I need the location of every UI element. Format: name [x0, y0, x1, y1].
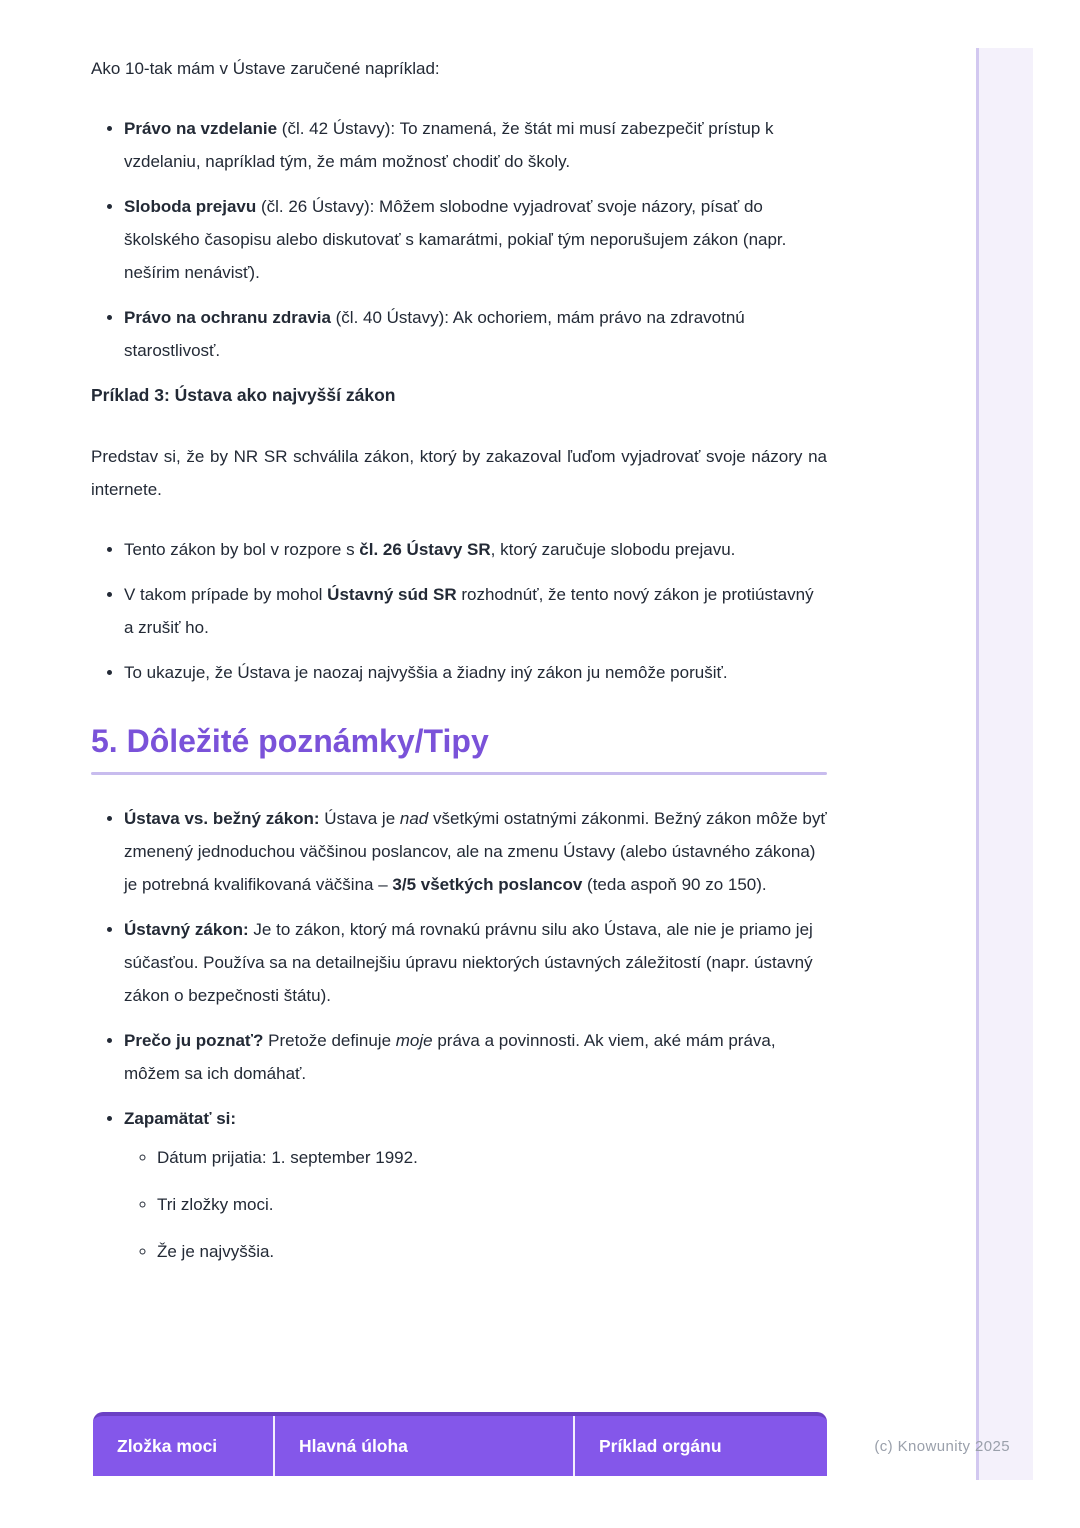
text-run: Tento zákon by bol v rozpore s: [124, 540, 360, 559]
example3-list: [91, 533, 827, 689]
right-margin-stripe: [976, 48, 1033, 1480]
table-header-cell: Zložka moci: [93, 1416, 275, 1476]
bold-text: Právo na ochranu zdravia: [124, 308, 331, 327]
bold-text: čl. 26 Ústavy SR: [359, 540, 491, 559]
list-item: [124, 190, 827, 289]
section-divider-rule: [91, 772, 827, 775]
example3-heading: Príklad 3: Ústava ako najvyšší zákon: [91, 385, 396, 405]
italic-text: nad: [399, 809, 429, 828]
text-run: (čl. 26 Ústavy): Môžem slobodne vyjadrovať svoje názory, písať do školského časopisu alebo diskutovať s kamarátmi, pokiaľ tým neporušujem zákon (napr. nešírim nenávisť).: [124, 197, 787, 282]
page-content: [91, 52, 827, 1280]
italic-text: moje: [395, 1031, 433, 1050]
sub-list-item: ◦ Že je najvyššia.: [157, 1235, 827, 1268]
bold-text: Zapamätať si:: [124, 1109, 237, 1128]
sub-list-item: ◦ Dátum prijatia: 1. september 1992.: [157, 1141, 827, 1174]
example3-paragraph: Predstav si, že by NR SR schválila zákon, ktorý by zakazoval ľuďom vyjadrovať svoje názory na internete.: [91, 447, 827, 499]
list-item: [124, 656, 827, 689]
text-run: (teda aspoň 90 zo 150).: [582, 875, 767, 894]
tips-list: [91, 802, 827, 1268]
bold-text: 3/5 všetkých poslancov: [392, 875, 583, 894]
rights-list: [91, 112, 827, 367]
list-item: [124, 301, 827, 367]
list-item: [124, 533, 827, 566]
list-item: [124, 802, 827, 901]
text-run: všetkými ostatnými zákonmi. Bežný zákon môže byť zmenený jednoduchou väčšinou poslancov, ale na zmenu Ústavy (alebo ústavného zákona) je potrebná kvalifikovaná väčšina –: [124, 809, 827, 894]
table-header-row: [93, 1412, 827, 1476]
copyright-watermark: (c) Knowunity 2025: [874, 1438, 1010, 1455]
text-run: rozhodnúť, že tento nový zákon je protiústavný a zrušiť ho.: [124, 585, 814, 637]
sub-list: [124, 1141, 827, 1268]
section5-heading: 5. Dôležité poznámky/Tipy: [91, 723, 489, 759]
text-run: V takom prípade by mohol: [124, 585, 328, 604]
text-run: To ukazuje, že Ústava je naozaj najvyššia a žiadny iný zákon ju nemôže porušiť.: [124, 663, 728, 682]
bold-text: Sloboda prejavu: [124, 197, 257, 216]
table-header-cell: Hlavná úloha: [275, 1416, 575, 1476]
text-run: práva a povinnosti. Ak viem, aké mám práva, môžem sa ich domáhať.: [124, 1031, 776, 1083]
bold-text: Ústavný súd SR: [327, 585, 457, 604]
list-item: [124, 1024, 827, 1090]
text-run: (čl. 40 Ústavy): Ak ochoriem, mám právo na zdravotnú starostlivosť.: [124, 308, 745, 360]
text-run: (čl. 42 Ústavy): To znamená, že štát mi musí zabezpečiť prístup k vzdelaniu, napríklad tým, že mám možnosť chodiť do školy.: [124, 119, 774, 171]
text-run: Ústava je: [319, 809, 400, 828]
sub-list-item: ◦ Tri zložky moci.: [157, 1188, 827, 1221]
bold-text: Ústavný zákon:: [124, 920, 249, 939]
intro-paragraph: Ako 10-tak mám v Ústave zaručené napríklad:: [91, 59, 440, 78]
list-item: [124, 913, 827, 1012]
bold-text: Ústava vs. bežný zákon:: [124, 809, 320, 828]
list-item: [124, 1102, 827, 1268]
bold-text: Právo na vzdelanie: [124, 119, 278, 138]
bold-text: Prečo ju poznať?: [124, 1031, 264, 1050]
list-item: [124, 112, 827, 178]
text-run: Pretože definuje: [263, 1031, 396, 1050]
list-item: [124, 578, 827, 644]
text-run: Je to zákon, ktorý má rovnakú právnu silu ako Ústava, ale nie je priamo jej súčasťou. Používa sa na detailnejšiu úpravu niektorých ústavných záležitostí (napr. ústavný zákon o bezpečnosti štátu).: [124, 920, 813, 1005]
table-header-cell: Príklad orgánu: [599, 1435, 722, 1456]
text-run: , ktorý zaručuje slobodu prejavu.: [490, 540, 736, 559]
